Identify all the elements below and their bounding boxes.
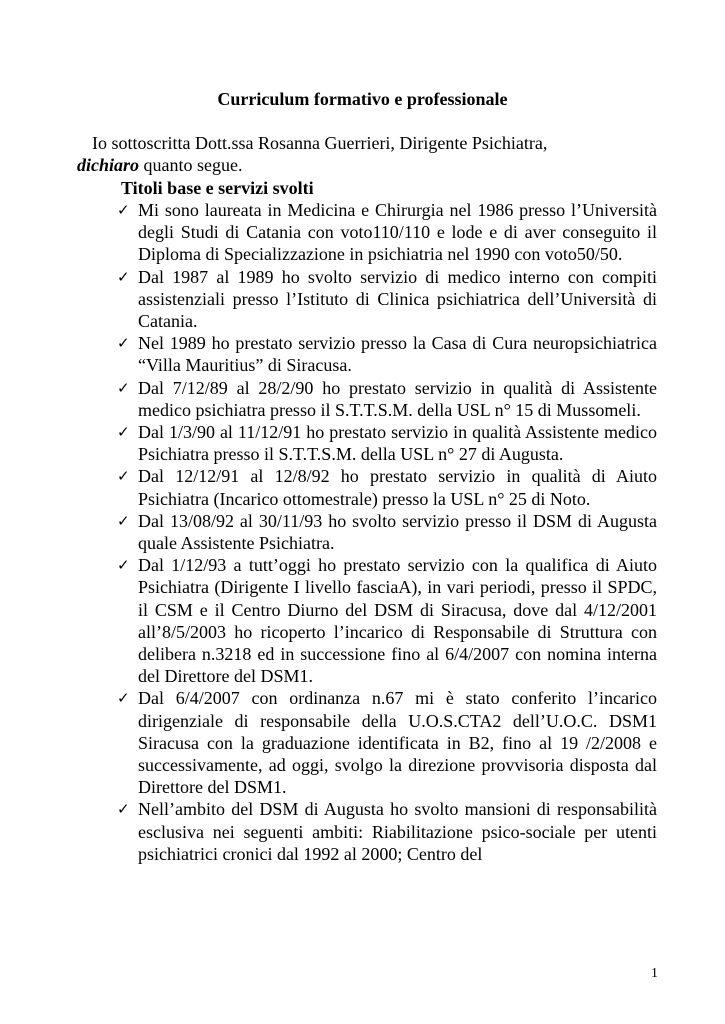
list-item bbox=[117, 554, 657, 687]
list-item bbox=[117, 798, 657, 865]
check-mark-icon: ✓ bbox=[117, 423, 130, 442]
list-item bbox=[117, 332, 657, 376]
check-mark-icon: ✓ bbox=[117, 334, 130, 353]
check-mark-icon: ✓ bbox=[117, 467, 130, 486]
check-mark-icon: ✓ bbox=[117, 800, 130, 819]
list-item-text: Nell’ambito del DSM di Augusta ho svolto mansioni di responsabilità esclusiva nei seguenti ambiti: Riabilitazione psico-sociale per utenti psichiatrici cronici dal 1992 al 2000; Centro del bbox=[138, 799, 657, 864]
check-mark-icon: ✓ bbox=[117, 201, 130, 219]
list-item bbox=[117, 465, 657, 509]
check-mark-icon: ✓ bbox=[117, 378, 130, 397]
list-item-text: Dal 6/4/2007 con ordinanza n.67 mi è stato conferito l’incarico dirigenziale di responsabile della U.O.S.CTA2 dell’U.O.C. DSM1 Siracusa con la graduazione identificata in B2, fino al 19 /2/2008 e successivamente, ad oggi, svolgo la direzione provvisoria disposta dal Direttore del DSM1. bbox=[138, 688, 657, 798]
document-title: Curriculum formativo e professionale bbox=[217, 89, 508, 109]
list-item bbox=[117, 377, 657, 421]
list-item bbox=[117, 687, 657, 798]
section-heading: Titoli base e servizi svolti bbox=[121, 178, 314, 198]
intro-emphasis: dichiaro bbox=[77, 155, 140, 175]
intro-line-1: Io sottoscritta Dott.ssa Rosanna Guerrieri, Dirigente Psichiatra, bbox=[92, 133, 548, 153]
list-item-text: Nel 1989 ho prestato servizio presso la Casa di Cura neuropsichiatrica “Villa Mauritius” di Siracusa. bbox=[138, 333, 657, 376]
list-item-text: Dal 1/12/93 a tutt’oggi ho prestato servizio con la qualifica di Aiuto Psichiatra (Dirigente I livello fasciaA), in vari periodi, presso il SPDC, il CSM e il Centro Diurno del DSM di Siracusa, dove dal 4/12/2001 all’8/5/2003 ho ricoperto l’incarico di Responsabile di Struttura con delibera n.3218 ed in successione fino al 6/4/2007 con nomina interna del Direttore del DSM1. bbox=[138, 555, 657, 687]
check-mark-icon: ✓ bbox=[117, 267, 130, 286]
list-item bbox=[117, 421, 657, 465]
check-mark-icon: ✓ bbox=[117, 556, 130, 575]
check-mark-icon: ✓ bbox=[117, 511, 130, 530]
check-mark-icon: ✓ bbox=[117, 689, 130, 708]
list-item bbox=[117, 199, 657, 266]
list-item-text: Dal 1987 al 1989 ho svolto servizio di medico interno con compiti assistenziali presso l’Istituto di Clinica psichiatrica dell’Università di Catania. bbox=[138, 266, 657, 332]
page-number: 1 bbox=[651, 966, 658, 981]
list-item-text: Dal 12/12/91 al 12/8/92 ho prestato servizio in qualità di Aiuto Psichiatra (Incarico ottomestrale) presso la USL n° 25 di Noto. bbox=[138, 466, 657, 509]
intro-line-2 bbox=[77, 154, 657, 176]
list-item bbox=[117, 266, 657, 333]
list-item bbox=[117, 510, 657, 554]
intro-paragraph bbox=[77, 132, 657, 176]
list-item-text: Dal 7/12/89 al 28/2/90 ho prestato servizio in qualità di Assistente medico psichiatra presso il S.T.T.S.M. della USL n° 15 di Mussomeli. bbox=[138, 377, 657, 420]
intro-line-2-rest: quanto segue. bbox=[139, 155, 243, 175]
list-item-text: Dal 13/08/92 al 30/11/93 ho svolto servizio presso il DSM di Augusta quale Assistente Psichiatra. bbox=[138, 510, 657, 554]
list-item-text: Dal 1/3/90 al 11/12/91 ho prestato servizio in qualità Assistente medico Psichiatra presso il S.T.T.S.M. della USL n° 27 di Augusta. bbox=[138, 422, 657, 465]
list-item-text: Mi sono laureata in Medicina e Chirurgia nel 1986 presso l’Università degli Studi di Catania con voto110/110 e lode e di aver conseguito il Diploma di Specializzazione in psichiatria nel 1990 con voto50/50. bbox=[138, 200, 657, 265]
checklist bbox=[117, 199, 657, 865]
